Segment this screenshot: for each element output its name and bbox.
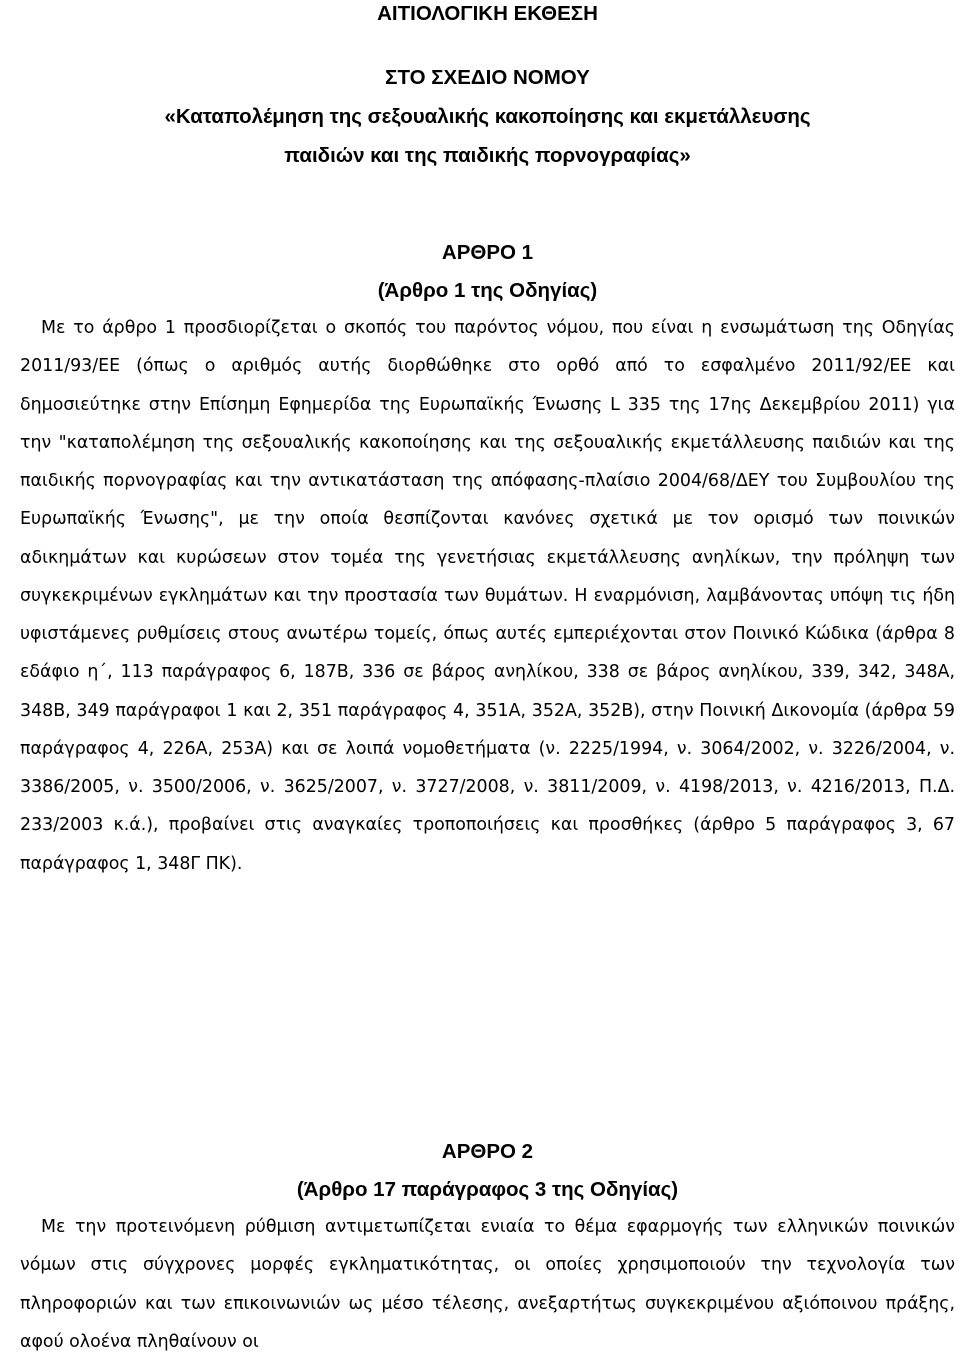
document-title: ΑΙΤΙΟΛΟΓΙΚΗ ΕΚΘΕΣΗ	[377, 2, 598, 25]
bill-name-line-2: παιδιών και της παιδικής πορνογραφίας»	[284, 144, 691, 167]
bill-name-line-1: «Καταπολέμηση της σεξουαλικής κακοποίησης και εκμετάλλευσης	[164, 105, 811, 128]
article-2-subheading: (Άρθρο 17 παράγραφος 3 της Οδηγίας)	[296, 1178, 679, 1201]
article-1-heading: ΑΡΘΡΟ 1	[441, 241, 534, 264]
article-1-body: Με το άρθρο 1 προσδιορίζεται ο σκοπός του παρόντος νόμου, που είναι η ενσωμάτωση της Οδηγίας 2011/93/ΕΕ (όπως ο αριθμός αυτής διορθώθηκε στο ορθό από το εσφαλμένο 2011/92/ΕΕ και δημοσιεύτηκε στην Επίσημη Εφημερίδα της Ευρωπαϊκής Ένωσης L 335 της 17ης Δεκεμβρίου 2011) για την "καταπολέμηση της σεξουαλικής κακοποίησης και της σεξουαλικής εκμετάλλευσης παιδιών και της παιδικής πορνογραφίας και την αντικατάσταση της απόφασης-πλαίσιο 2004/68/ΔΕΥ του Συμβουλίου της Ευρωπαϊκής Ένωσης", με την οποία θεσπίζονται κανόνες σχετικά με τον ορισμό των ποινικών αδικημάτων και κυρώσεων στον τομέα της γενετήσιας εκμετάλλευσης ανηλίκων, την πρόληψη των συγκεκριμένων εγκλημάτων και την προστασία των θυμάτων. Η εναρμόνιση, λαμβάνοντας υπόψη τις ήδη υφιστάμενες ρυθμίσεις στους ανωτέρω τομείς, όπως αυτές εμπεριέχονται στον Ποινικό Κώδικα (άρθρα 8 εδάφιο η΄, 113 παράγραφος 6, 187Β, 336 σε βάρος ανηλίκου, 338 σε βάρος ανηλίκου, 339, 342, 348Α, 348Β, 349 παράγραφοι 1 και 2, 351 παράγραφος 4, 351Α, 352Α, 352Β), στην Ποινική Δικονομία (άρθρα 59 παράγραφος 4, 226Α, 253Α) και σε λοιπά νομοθετήματα (ν. 2225/1994, ν. 3064/2002, ν. 3226/2004, ν. 3386/2005, ν. 3500/2006, ν. 3625/2007, ν. 3727/2008, ν. 3811/2009, ν. 4198/2013, ν. 4216/2013, Π.Δ. 233/2003 κ.ά.), προβαίνει στις αναγκαίες τροποποιήσεις και προσθήκες (άρθρο 5 παράγραφος 3, 67 παράγραφος 1, 348Γ ΠΚ).	[20, 318, 955, 874]
bill-label: ΣΤΟ ΣΧΕΔΙΟ ΝΟΜΟΥ	[385, 66, 590, 89]
bill-title-block	[20, 58, 955, 175]
article-1-subheading: (Άρθρο 1 της Οδηγίας)	[377, 279, 598, 302]
article-1-header	[20, 234, 955, 310]
article-2-body: Με την προτεινόμενη ρύθμιση αντιμετωπίζεται ενιαία το θέμα εφαρμογής των ελληνικών ποινικών νόμων στις σύγχρονες μορφές εγκληματικότητας, οι οποίες χρησιμοποιούν την τεχνολογία των πληροφοριών και των επικοινωνιών ως μέσο τέλεσης, ανεξαρτήτως συγκεκριμένου αξιόποινου πράξης, αφού ολοένα πληθαίνουν οι	[20, 1217, 955, 1352]
article-2-heading: ΑΡΘΡΟ 2	[441, 1140, 534, 1163]
article-2-header	[20, 1133, 955, 1209]
